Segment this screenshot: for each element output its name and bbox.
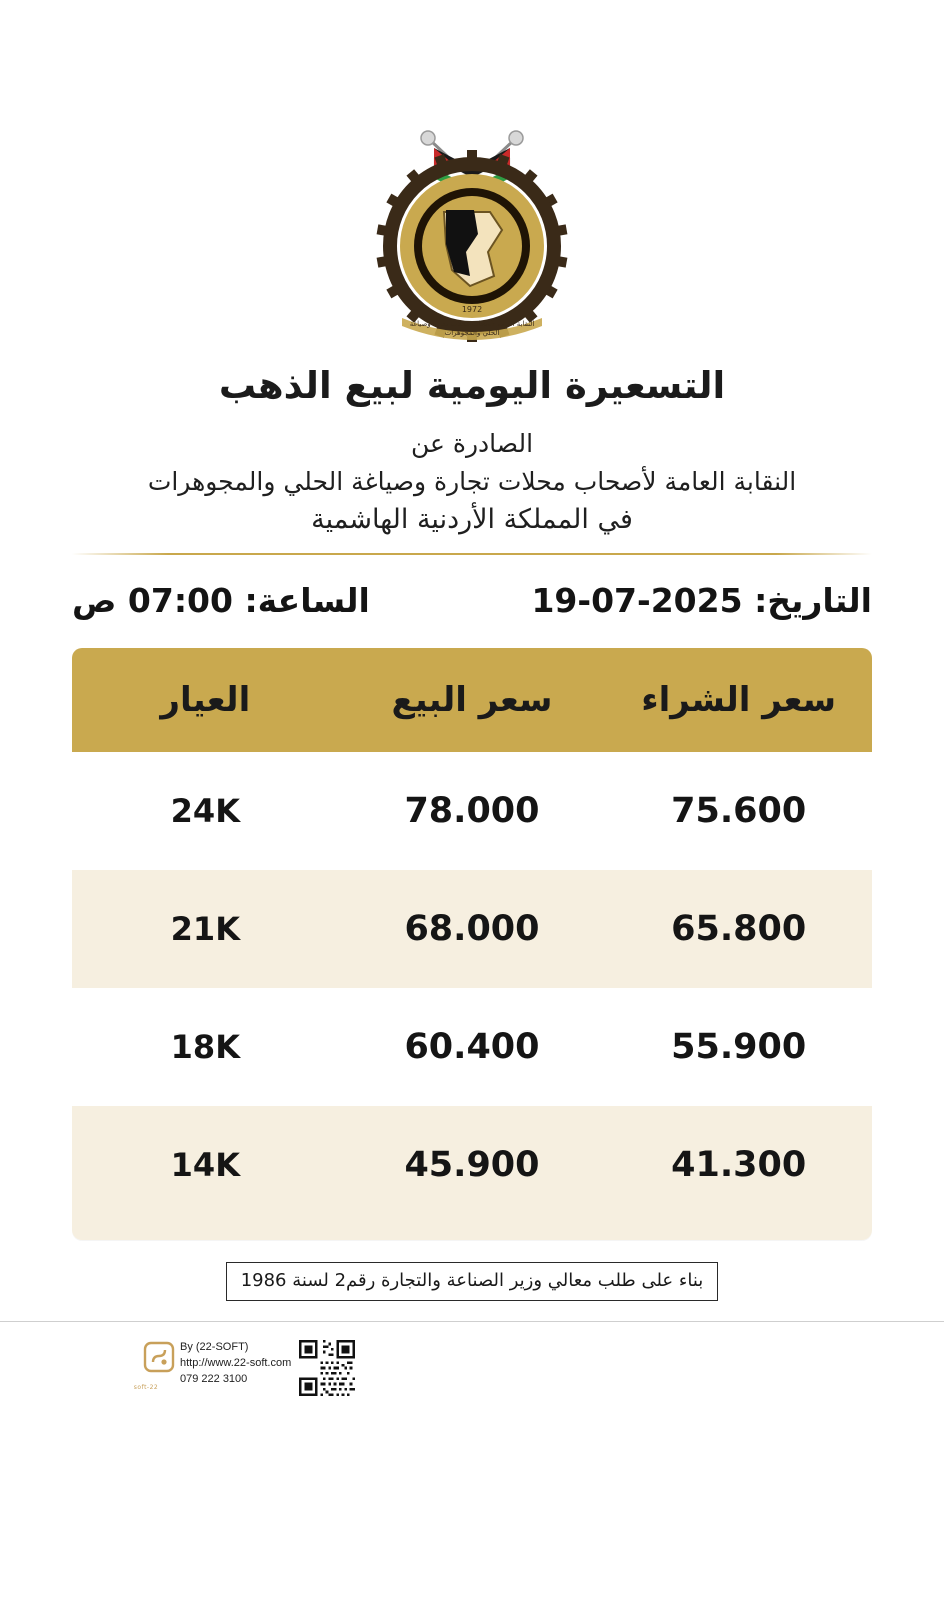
header-sell-price: سعر البيع xyxy=(391,679,553,720)
credit-phone: 079 222 3100 xyxy=(180,1372,248,1385)
developer-credit xyxy=(180,1340,355,1396)
header-karat: العيار xyxy=(160,679,251,720)
credit-website[interactable]: http://www.22-soft.com xyxy=(180,1356,292,1369)
svg-text:1972: 1972 xyxy=(461,305,483,314)
issuer-country-line: في المملكة الأردنية الهاشمية xyxy=(311,503,633,535)
developer-logo-text: 22-soft xyxy=(133,1383,159,1391)
cell-buy-price: 55.900 xyxy=(671,1026,807,1067)
cell-buy-price: 65.800 xyxy=(671,908,807,949)
issuer-name-line: النقابة العامة لأصحاب محلات تجارة وصياغة الحلي والمجوهرات xyxy=(147,466,797,496)
cell-karat: 14K xyxy=(170,1145,240,1184)
footer xyxy=(0,1322,944,1432)
cell-buy-price: 41.300 xyxy=(671,1144,807,1185)
developer-logo xyxy=(116,1340,176,1393)
credit-by-line: By (22-SOFT) xyxy=(180,1340,249,1353)
page-title: التسعيرة اليومية لبيع الذهب xyxy=(218,364,726,407)
qr-code-icon xyxy=(299,1340,355,1396)
cell-karat: 24K xyxy=(170,791,240,830)
credit-text-block xyxy=(180,1340,291,1388)
date-value: 19-07-2025 xyxy=(531,580,743,620)
date-label: التاريخ: xyxy=(754,580,872,620)
table-body xyxy=(72,752,872,1240)
issued-by-label: الصادرة عن xyxy=(410,429,534,459)
table-row xyxy=(72,988,872,1106)
cell-sell-price: 60.400 xyxy=(404,1026,540,1067)
svg-text:النقابة العامة لأصحاب محلات تج: النقابة العامة لأصحاب محلات تجارة وصياغة xyxy=(409,320,535,328)
table-row xyxy=(72,870,872,988)
time-field xyxy=(72,581,370,620)
cell-sell-price: 68.000 xyxy=(404,908,540,949)
cell-buy-price: 75.600 xyxy=(671,790,807,831)
table-row xyxy=(72,752,872,870)
time-value: 07:00 ص xyxy=(72,580,233,620)
svg-text:الحلي والمجوهرات: الحلي والمجوهرات xyxy=(444,329,500,337)
date-field xyxy=(531,581,872,620)
header-buy-price: سعر الشراء xyxy=(641,679,837,720)
cell-karat: 18K xyxy=(170,1027,240,1066)
header-divider xyxy=(72,553,872,555)
table-bottom-padding xyxy=(72,1224,872,1240)
table-row xyxy=(72,1106,872,1224)
cell-karat: 21K xyxy=(170,909,240,948)
cell-sell-price: 78.000 xyxy=(404,790,540,831)
gold-price-table xyxy=(72,648,872,1240)
time-label: الساعة: xyxy=(244,580,370,620)
legal-note: بناء على طلب معالي وزير الصناعة والتجارة رقم2 لسنة 1986 xyxy=(226,1262,719,1301)
cell-sell-price: 45.900 xyxy=(404,1144,540,1185)
union-emblem-logo xyxy=(372,118,572,348)
date-time-row xyxy=(72,581,872,620)
table-header-row xyxy=(72,648,872,752)
